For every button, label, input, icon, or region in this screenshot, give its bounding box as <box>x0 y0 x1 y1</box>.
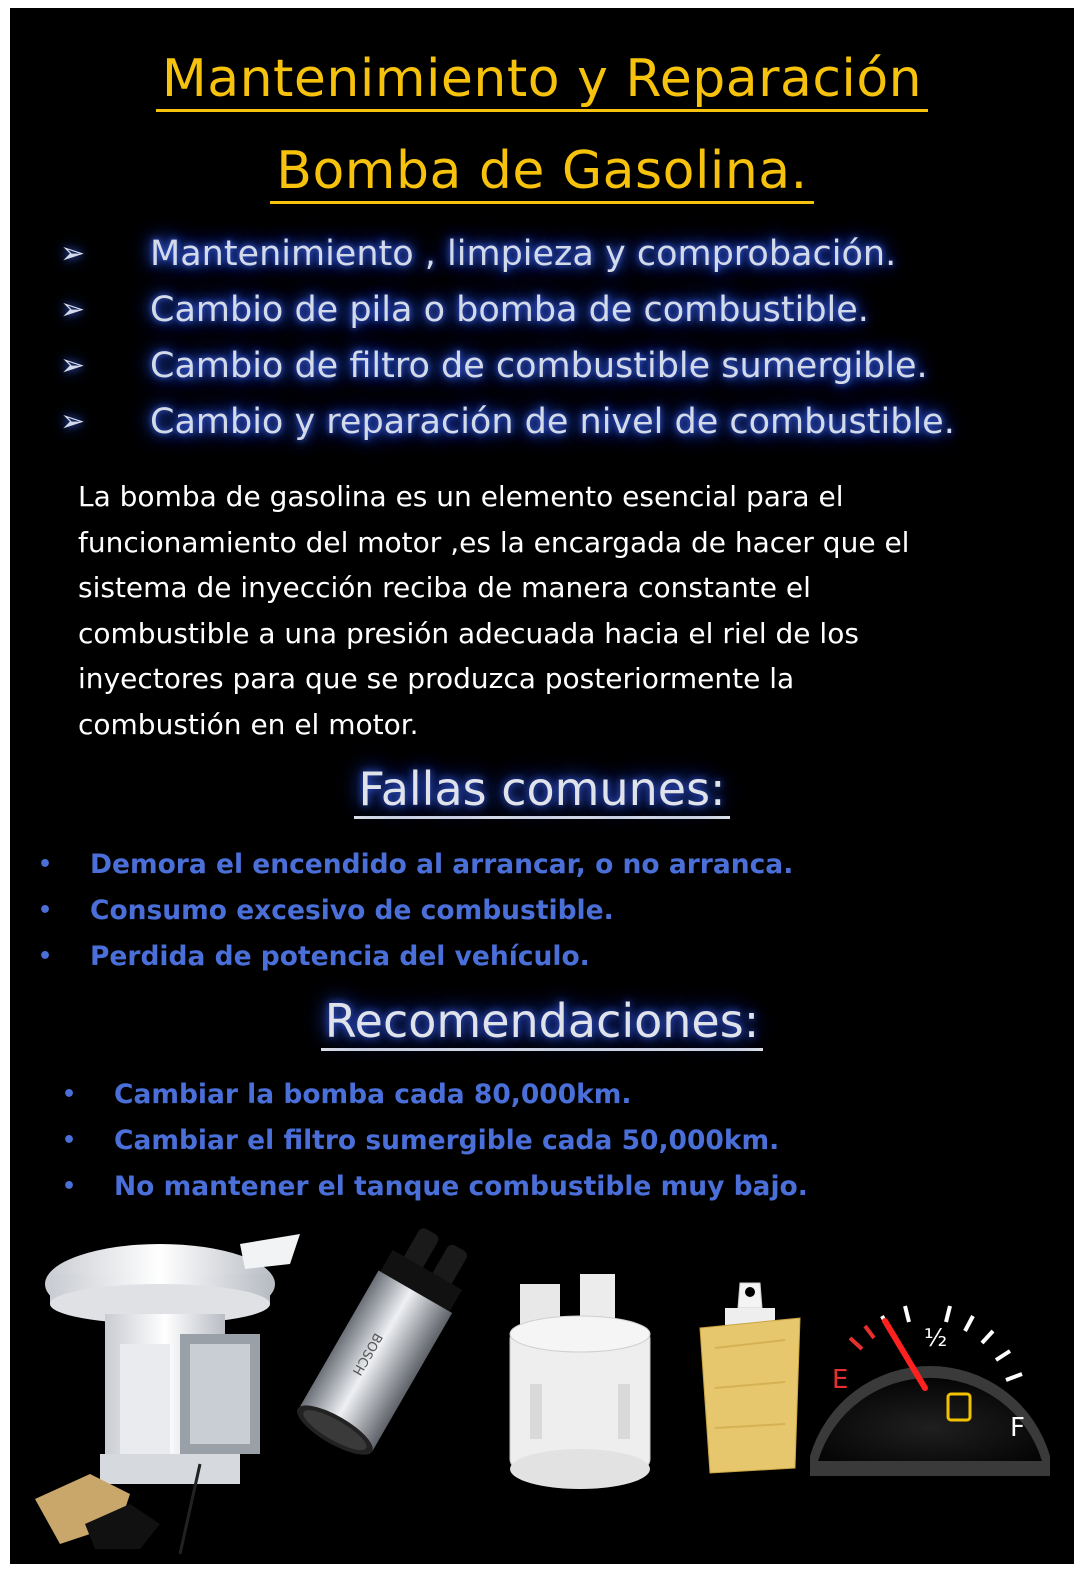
description-line: funcionamiento del motor ,es la encargada de hacer que el <box>78 525 910 559</box>
electric-fuel-pump-image <box>275 1228 485 1488</box>
description-line: sistema de inyección reciba de manera constante el <box>78 571 811 604</box>
bullet-dot-icon: • <box>38 944 53 969</box>
main-title-line-2: Bomba de Gasolina. <box>10 140 1074 202</box>
arrow-bullet-icon: ➢ <box>60 292 86 327</box>
service-item-text: Mantenimiento , limpieza y comprobación. <box>150 234 897 274</box>
poster <box>10 8 1074 1564</box>
list-item-text: Cambiar el filtro sumergible cada 50,000km. <box>114 1125 780 1156</box>
description-paragraph <box>78 474 1058 747</box>
fallas-list <box>38 842 1068 980</box>
list-item-text: No mantener el tanque combustible muy bajo. <box>114 1171 808 1202</box>
list-item <box>62 1072 1062 1118</box>
bullet-dot-icon: • <box>38 852 53 877</box>
submersible-filter-image <box>690 1278 810 1478</box>
bullet-dot-icon: • <box>62 1128 77 1153</box>
description-line: combustión en el motor. <box>78 707 419 741</box>
bullet-dot-icon: • <box>62 1082 77 1107</box>
service-item-text: Cambio y reparación de nivel de combustible. <box>150 402 955 442</box>
bullet-dot-icon: • <box>38 898 53 923</box>
main-title-line-1: Mantenimiento y Reparación <box>10 48 1074 110</box>
fuel-pump-module-image <box>30 1224 310 1554</box>
service-item-text: Cambio de pila o bomba de combustible. <box>150 290 869 330</box>
fallas-heading: Fallas comunes: <box>10 760 1074 818</box>
gauge-full-label: F <box>1010 1413 1025 1443</box>
fuel-gauge-image <box>810 1276 1050 1476</box>
product-photos <box>10 1218 1074 1564</box>
fuel-strainer-housing-image <box>500 1274 660 1504</box>
arrow-bullet-icon: ➢ <box>60 348 86 383</box>
list-item-text: Perdida de potencia del vehículo. <box>90 941 590 972</box>
list-item <box>38 842 1068 888</box>
service-item <box>60 394 1070 450</box>
arrow-bullet-icon: ➢ <box>60 404 86 439</box>
gauge-empty-label: E <box>832 1365 849 1395</box>
gauge-half-label: ½ <box>924 1324 948 1352</box>
description-line: combustible a una presión adecuada hacia el riel de los <box>78 616 859 650</box>
list-item <box>38 888 1068 934</box>
list-item-text: Consumo excesivo de combustible. <box>90 895 614 926</box>
pump-brand-label: BOSCH <box>348 1330 385 1378</box>
service-item <box>60 226 1070 282</box>
list-item <box>38 934 1068 980</box>
services-list <box>60 226 1070 450</box>
list-item <box>62 1118 1062 1164</box>
bullet-dot-icon: • <box>62 1174 77 1199</box>
service-item <box>60 282 1070 338</box>
arrow-bullet-icon: ➢ <box>60 236 86 271</box>
list-item-text: Demora el encendido al arrancar, o no arranca. <box>90 849 794 880</box>
service-item-text: Cambio de filtro de combustible sumergible. <box>150 346 928 386</box>
recomendaciones-heading: Recomendaciones: <box>10 992 1074 1050</box>
description-line: inyectores para que se produzca posteriormente la <box>78 662 795 695</box>
recomendaciones-list <box>62 1072 1062 1210</box>
service-item <box>60 338 1070 394</box>
description-line: La bomba de gasolina es un elemento esencial para el <box>78 480 844 513</box>
list-item-text: Cambiar la bomba cada 80,000km. <box>114 1079 632 1110</box>
list-item <box>62 1164 1062 1210</box>
